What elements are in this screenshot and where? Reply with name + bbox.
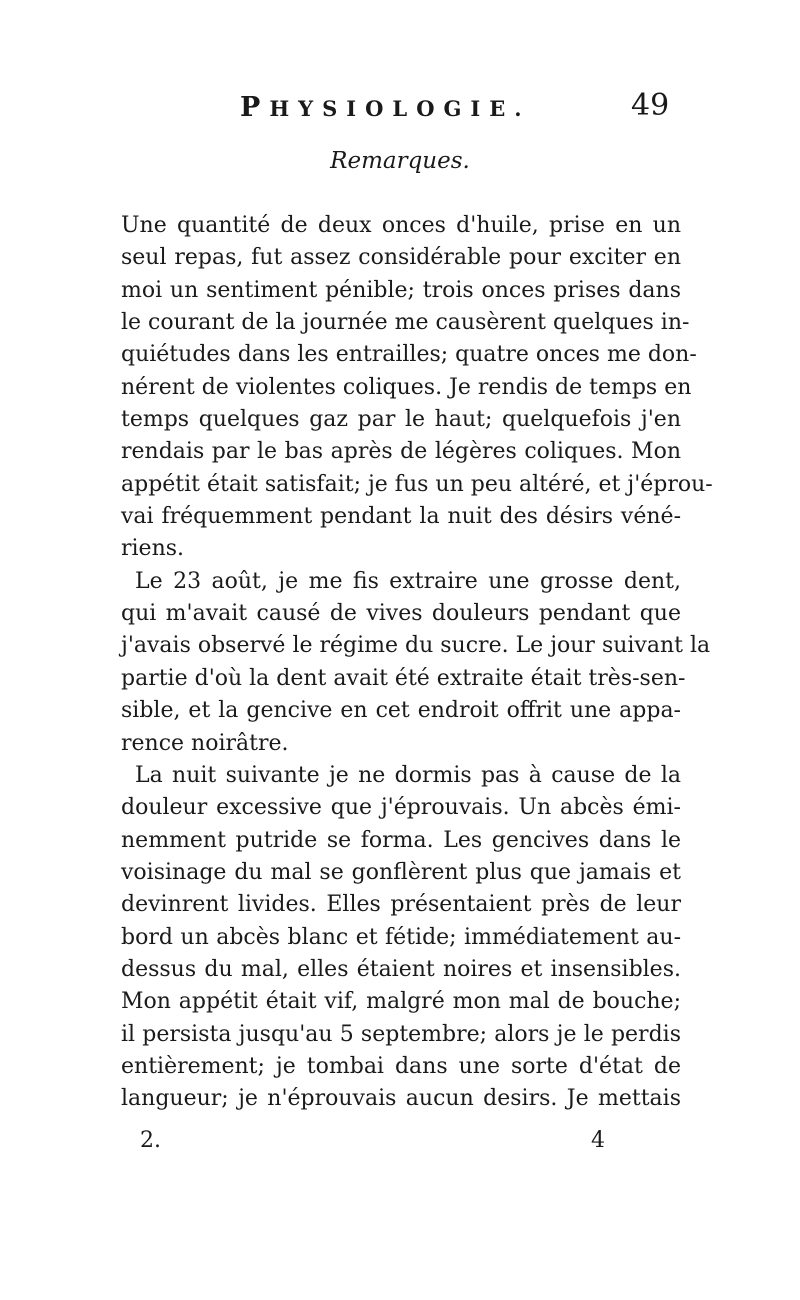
body-text <box>121 210 713 1116</box>
text-line: douleur excessive que j'éprouvais. Un abcès émi- <box>121 795 681 821</box>
text-line: Le 23 août, je me fis extraire une grosse dent, <box>135 568 681 594</box>
text-line: j'avais observé le régime du sucre. Le jour suivant la <box>121 633 711 659</box>
text-line: qui m'avait causé de vives douleurs pendant que <box>121 601 681 627</box>
text-line: dessus du mal, elles étaient noires et insensibles. <box>121 956 681 982</box>
text-line: entièrement; je tombai dans une sorte d'état de <box>121 1053 681 1079</box>
text-line: temps quelques gaz par le haut; quelquefois j'en <box>121 407 681 433</box>
text-line: le courant de la journée me causèrent quelques in- <box>121 310 690 336</box>
text-line: sible, et la gencive en cet endroit offrit une appa- <box>121 698 681 724</box>
text-line: Mon appétit était vif, malgré mon mal de bouche; <box>121 989 681 1015</box>
page-footer <box>0 1128 800 1158</box>
text-line: voisinage du mal se gonflèrent plus que jamais et <box>121 859 681 885</box>
text-line: moi un sentiment pénible; trois onces prises dans <box>121 277 681 303</box>
text-line: quiétudes dans les entrailles; quatre onces me don- <box>121 342 697 368</box>
text-line: Une quantité de deux onces d'huile, prise en un <box>121 213 681 238</box>
text-line: partie d'où la dent avait été extraite était très-sen- <box>121 665 686 691</box>
text-line: seul repas, fut assez considérable pour exciter en <box>121 245 681 271</box>
text-line: il persista jusqu'au 5 septembre; alors je le perdis <box>121 1021 681 1047</box>
text-line: langueur; je n'éprouvais aucun desirs. Je mettais <box>121 1086 681 1112</box>
section-title: Remarques. <box>330 148 470 174</box>
sheet-number: 4 <box>591 1128 605 1153</box>
text-line: devinrent livides. Elles présentaient près de leur <box>121 892 681 918</box>
signature-mark: 2. <box>140 1128 161 1153</box>
text-line: rendais par le bas après de légères coliques. Mon <box>121 439 681 465</box>
text-line: bord un abcès blanc et fétide; immédiatement au- <box>121 924 681 950</box>
running-title-rest: HYSIOLOGIE. <box>269 96 531 121</box>
page-header <box>0 88 800 132</box>
text-line: rence noirâtre. <box>121 730 289 756</box>
running-title-initial: P <box>240 92 270 123</box>
text-line: vai fréquemment pendant la nuit des désirs véné- <box>121 504 681 530</box>
text-line: nérent de violentes coliques. Je rendis de temps en <box>121 374 692 400</box>
page-number: 49 <box>631 88 670 123</box>
text-line: nemment putride se forma. Les gencives dans le <box>121 827 681 853</box>
running-title <box>240 92 531 123</box>
text-line: riens. <box>121 536 185 562</box>
text-line: appétit était satisfait; je fus un peu altéré, et j'éprou- <box>121 471 713 497</box>
text-line: La nuit suivante je ne dormis pas à cause de la <box>135 762 681 788</box>
